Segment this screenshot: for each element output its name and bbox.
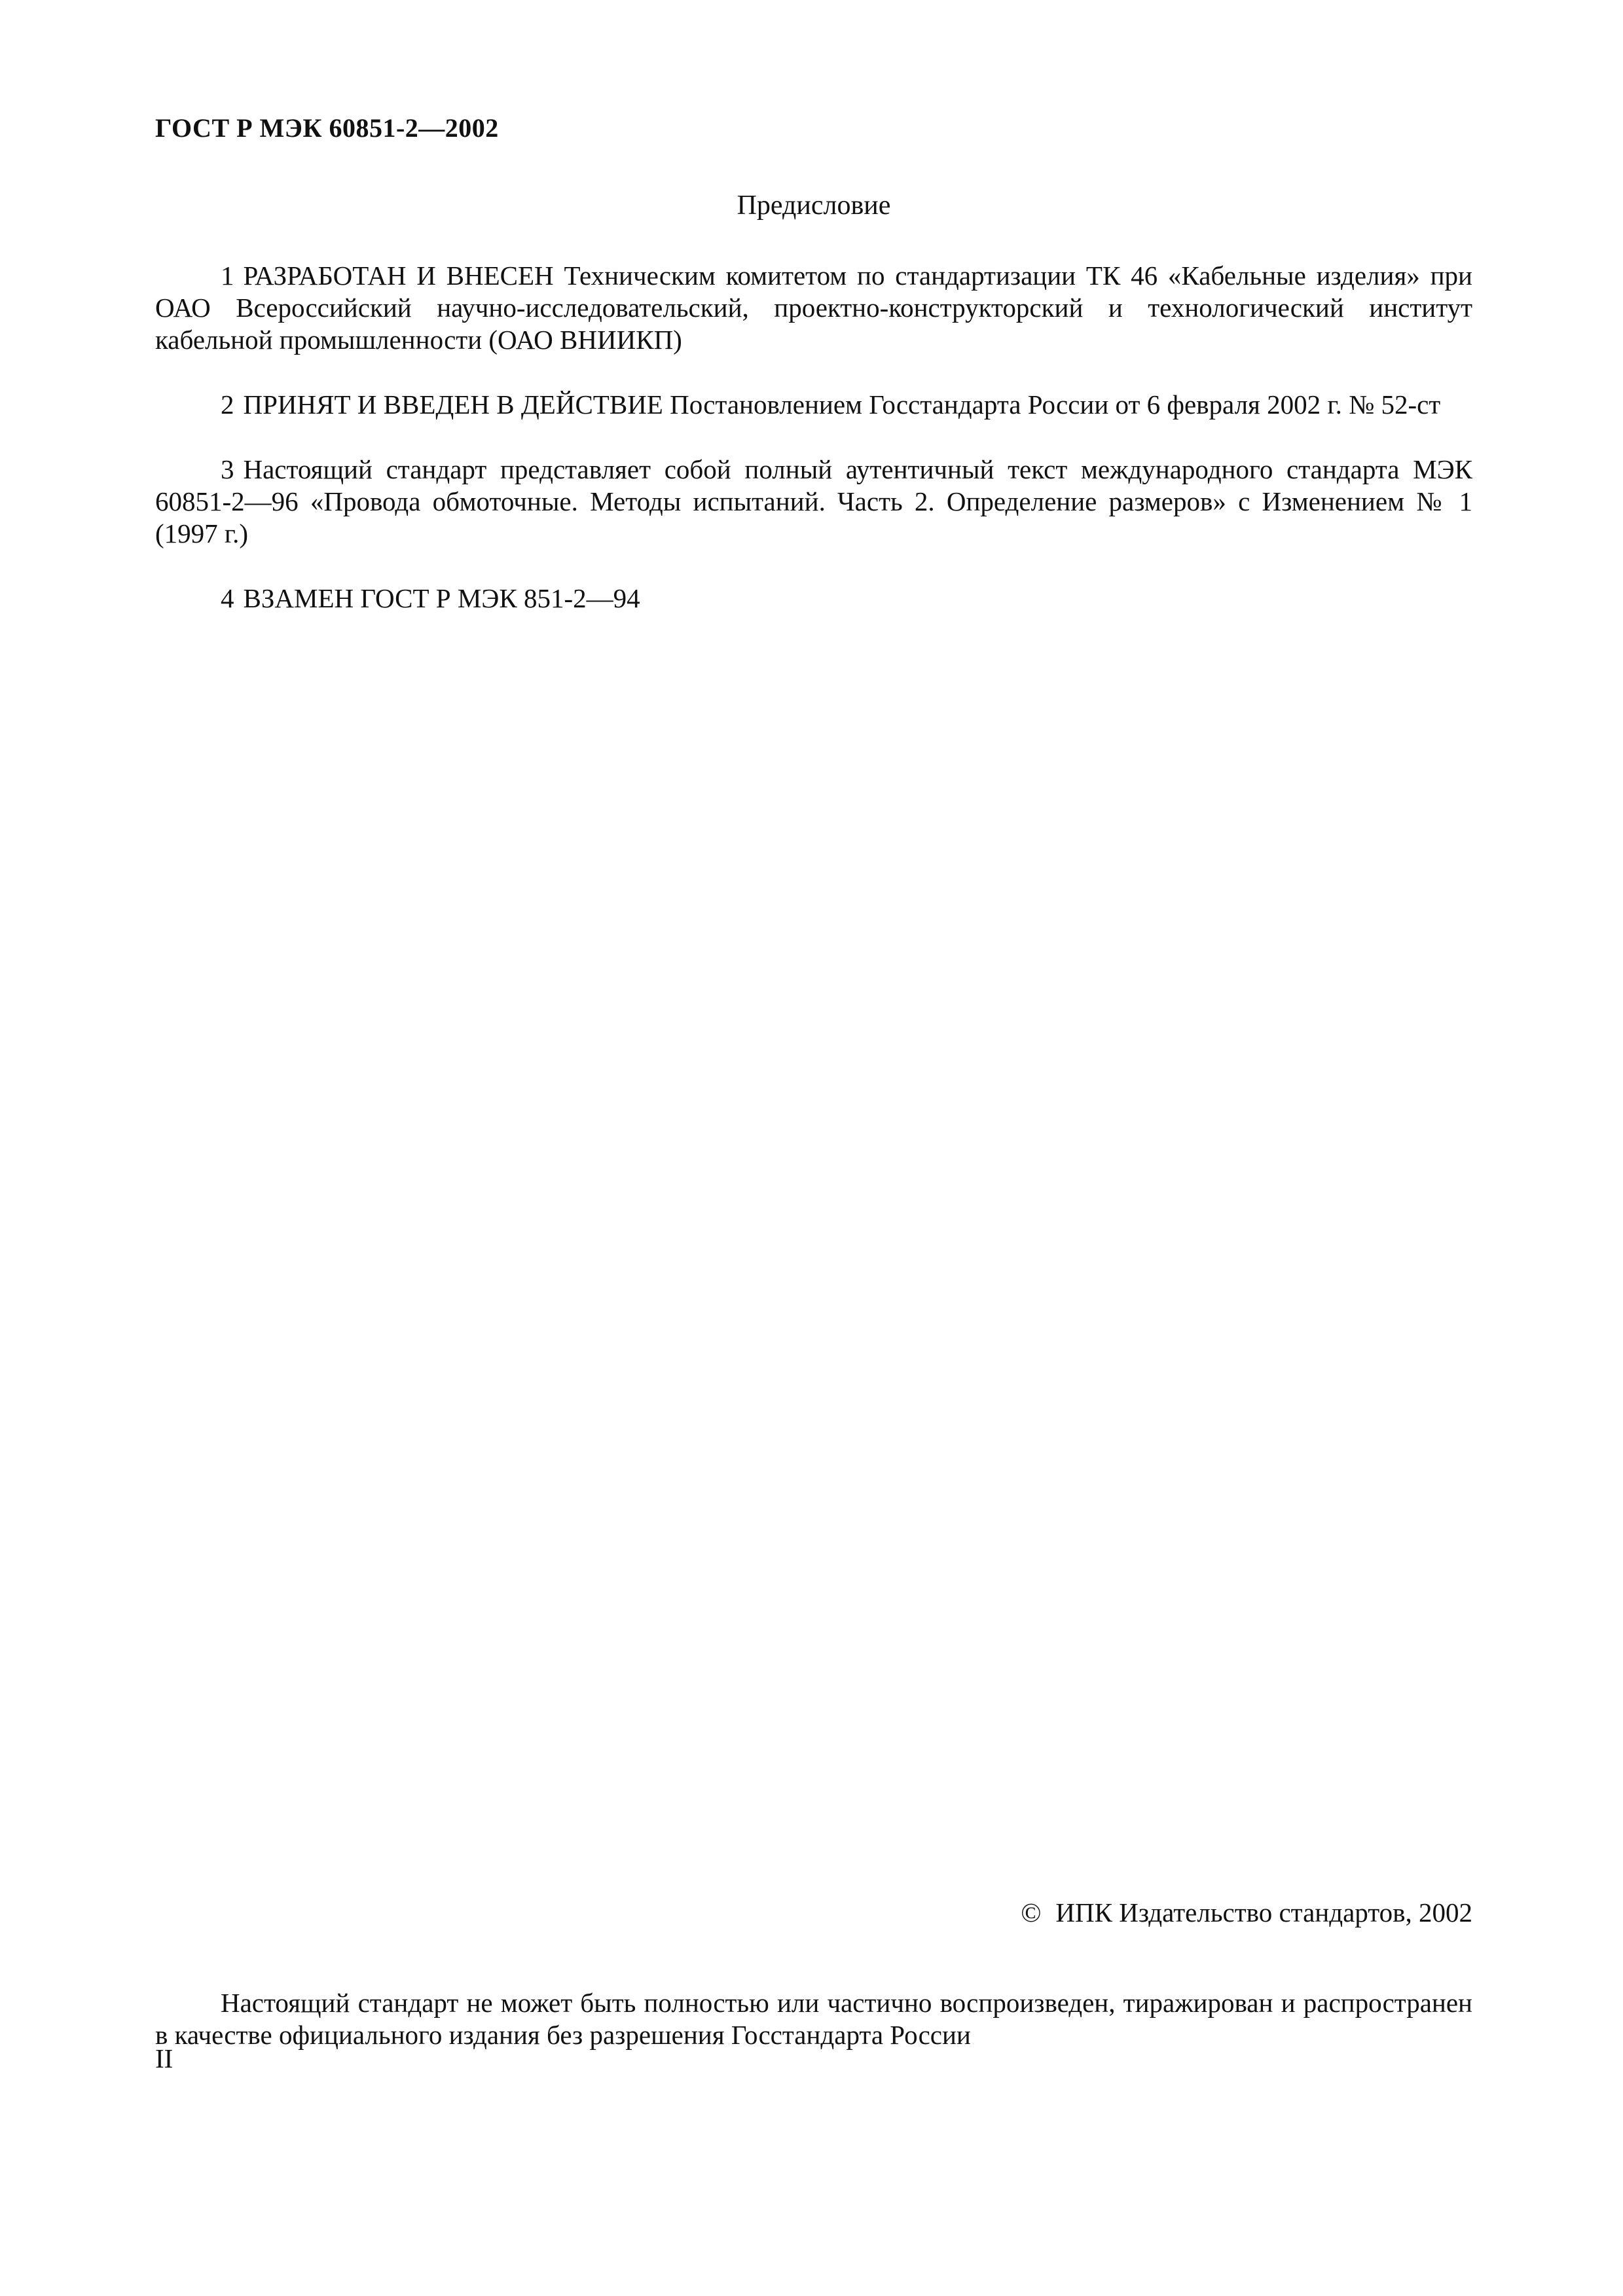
foreword-item-text: ПРИНЯТ И ВВЕДЕН В ДЕЙСТВИЕ Постановлением Госстандарта России от 6 февраля 2002 г. № 52-ст (243, 389, 1441, 420)
copyright-icon: © (1021, 1897, 1042, 1928)
foreword-title: Предисловие (737, 190, 891, 221)
foreword-item-4 (155, 583, 1472, 615)
copyright-line (1021, 1897, 1472, 1928)
foreword-item-number: 3 (221, 454, 234, 484)
foreword-item-number: 2 (221, 389, 234, 420)
copyright-text: ИПК Издательство стандартов, 2002 (1055, 1897, 1472, 1928)
foreword-item-number: 1 (221, 260, 234, 291)
foreword-item-text: РАЗРАБОТАН И ВНЕСЕН Техническим комитетом по стандартизации ТК 46 «Кабельные изделия» при ОАО Всероссийский научно-исследовательский, проектно-конструкторский и технологический институт кабельной промышленности (ОАО ВНИИКП) (155, 260, 1472, 355)
document-code: ГОСТ Р МЭК 60851-2—2002 (155, 113, 499, 143)
foreword-item-2 (155, 389, 1472, 421)
foreword-item-text: Настоящий стандарт представляет собой полный аутентичный текст международного стандарта МЭК 60851-2—96 «Провода обмоточные. Методы испытаний. Часть 2. Определение размеров» с Изменением № 1 (1997 г.) (155, 454, 1472, 548)
foreword-item-text: ВЗАМЕН ГОСТ Р МЭК 851-2—94 (243, 583, 640, 613)
foreword-item-number: 4 (221, 583, 234, 613)
foreword-section (155, 190, 1472, 647)
reproduction-notice: Настоящий стандарт не может быть полностью или частично воспроизведен, тиражирован и распространен в качестве официального издания без разрешения Госстандарта России (155, 1988, 1472, 2050)
page-number: II (155, 2043, 173, 2073)
foreword-item-3 (155, 454, 1472, 550)
foreword-item-1 (155, 260, 1472, 356)
